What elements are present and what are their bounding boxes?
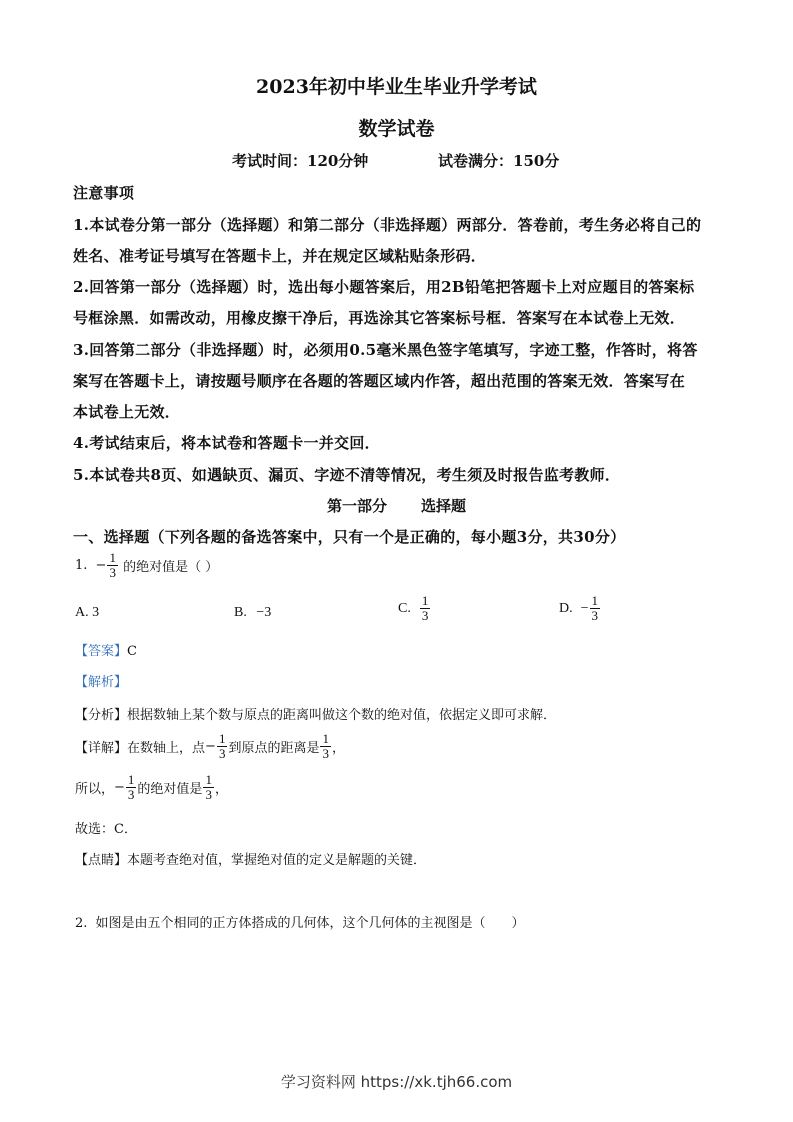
dianjing-text: 本题考查绝对值，掌握绝对值的定义是解题的关键． (127, 853, 427, 868)
suoyi-line (75, 773, 228, 802)
minus-sign: − (580, 600, 589, 616)
note-line: 本试卷上无效． (73, 403, 181, 421)
option-a-label: A. (75, 605, 89, 620)
fraction-denominator: 3 (109, 565, 116, 580)
question-number: 2. (75, 916, 88, 931)
fenxi-tag: 【分析】 (75, 708, 128, 723)
xiangjie-text-a: 在数轴上，点 (127, 741, 206, 756)
xiangjie-text-b: 到原点的距离是 (228, 741, 320, 756)
option-a (75, 605, 99, 621)
fraction-numerator: 1 (218, 731, 226, 746)
question-stem: 如图是由五个相同的正方体搭成的几何体，这个几何体的主视图是（ ） (95, 916, 525, 931)
question-stem: 的绝对值是（ ） (123, 560, 219, 575)
fraction-denominator: 3 (322, 746, 329, 761)
note-line: 1.本试卷分第一部分（选择题）和第二部分（非选择题）两部分．答卷前，考生务必将自己的 (73, 216, 702, 234)
option-b (234, 605, 271, 621)
suoyi-text-b: 的绝对值是 (137, 782, 203, 797)
fraction-numerator: 1 (127, 772, 135, 787)
note-line: 号框涂黑．如需改动，用橡皮擦干净后，再选涂其它答案标号框．答案写在本试卷上无效． (73, 309, 686, 327)
question-2 (75, 912, 525, 931)
fraction-numerator: 1 (421, 593, 429, 608)
minus-sign: − (95, 558, 107, 573)
xiangjie-line (75, 732, 345, 761)
answer-tag: 【答案】 (75, 644, 128, 659)
part-label: 第一部分 (327, 497, 388, 515)
option-c-label: C. (398, 600, 411, 616)
fraction-denominator: 3 (591, 608, 599, 623)
suoyi-text-a: 所以， (75, 782, 115, 797)
fraction (217, 732, 228, 761)
question-number: 1. (75, 558, 88, 573)
fraction-denominator: 3 (205, 787, 212, 802)
fraction-denominator: 3 (218, 746, 226, 761)
note-line: 案写在答题卡上，请按题号顺序在各题的答题区域内作答，超出范围的答案无效．答案写在 (73, 372, 686, 390)
fraction-numerator: 1 (591, 593, 599, 608)
fraction (320, 732, 331, 761)
option-b-value: −3 (256, 605, 272, 620)
option-d (559, 594, 601, 623)
suoyi-text-c: ， (214, 782, 228, 797)
option-d-label: D. (559, 600, 573, 616)
fenxi-text: 根据数轴上某个数与原点的距离叫做这个数的绝对值，依据定义即可求解． (127, 708, 557, 723)
minus-sign: − (114, 780, 125, 795)
minus-sign: − (205, 739, 216, 754)
xiangjie-tag: 【详解】 (75, 741, 128, 756)
option-a-value: 3 (92, 605, 100, 620)
option-c-fraction (420, 594, 431, 623)
question-fraction (96, 551, 119, 580)
notes-heading: 注意事项 (73, 184, 135, 202)
answer-line (75, 640, 137, 659)
fraction-numerator: 1 (109, 550, 116, 565)
xiangjie-text-c: ， (331, 741, 345, 756)
dianjing-line (75, 849, 426, 868)
answer-value: C (127, 644, 137, 659)
question-1 (75, 551, 218, 580)
note-line: 2.回答第一部分（选择题）时，选出每小题答案后，用2B铅笔把答题卡上对应题目的答案标 (73, 278, 695, 296)
note-line: 3.回答第二部分（非选择题）时，必须用0.5毫米黑色签字笔填写，字迹工整，作答时，将答 (73, 341, 698, 359)
part-name: 选择题 (421, 497, 467, 515)
fraction-denominator: 3 (421, 608, 429, 623)
footer-watermark: 学习资料网 https://xk.tjh66.com (280, 1073, 513, 1091)
exam-title: 2023年初中毕业生毕业升学考试 (256, 76, 537, 98)
dianjing-tag: 【点睛】 (75, 853, 128, 868)
fraction-denominator: 3 (127, 787, 135, 802)
fraction (126, 773, 137, 802)
note-line: 姓名、准考证号填写在答题卡上，并在规定区域粘贴条形码． (73, 247, 487, 265)
guxuan-line: 故选：C． (75, 822, 137, 837)
fraction (203, 773, 214, 802)
option-b-label: B. (234, 605, 247, 620)
analysis-tag: 【解析】 (75, 675, 128, 690)
fenxi-line (75, 704, 556, 723)
fraction (107, 551, 118, 580)
exam-time: 考试时间：120分钟 (232, 152, 369, 170)
exam-score: 试卷满分：150分 (438, 152, 560, 170)
fraction-numerator: 1 (322, 731, 329, 746)
option-c (398, 594, 431, 623)
section-heading: 一、选择题（下列各题的备选答案中，只有一个是正确的，每小题3分，共30分） (73, 528, 626, 546)
option-d-fraction (590, 594, 601, 623)
note-line: 5.本试卷共8页、如遇缺页、漏页、字迹不清等情况，考生须及时报告监考教师． (73, 466, 621, 484)
fraction-numerator: 1 (205, 772, 212, 787)
note-line: 4.考试结束后，将本试卷和答题卡一并交回． (73, 434, 380, 452)
exam-subtitle: 数学试卷 (358, 118, 435, 140)
